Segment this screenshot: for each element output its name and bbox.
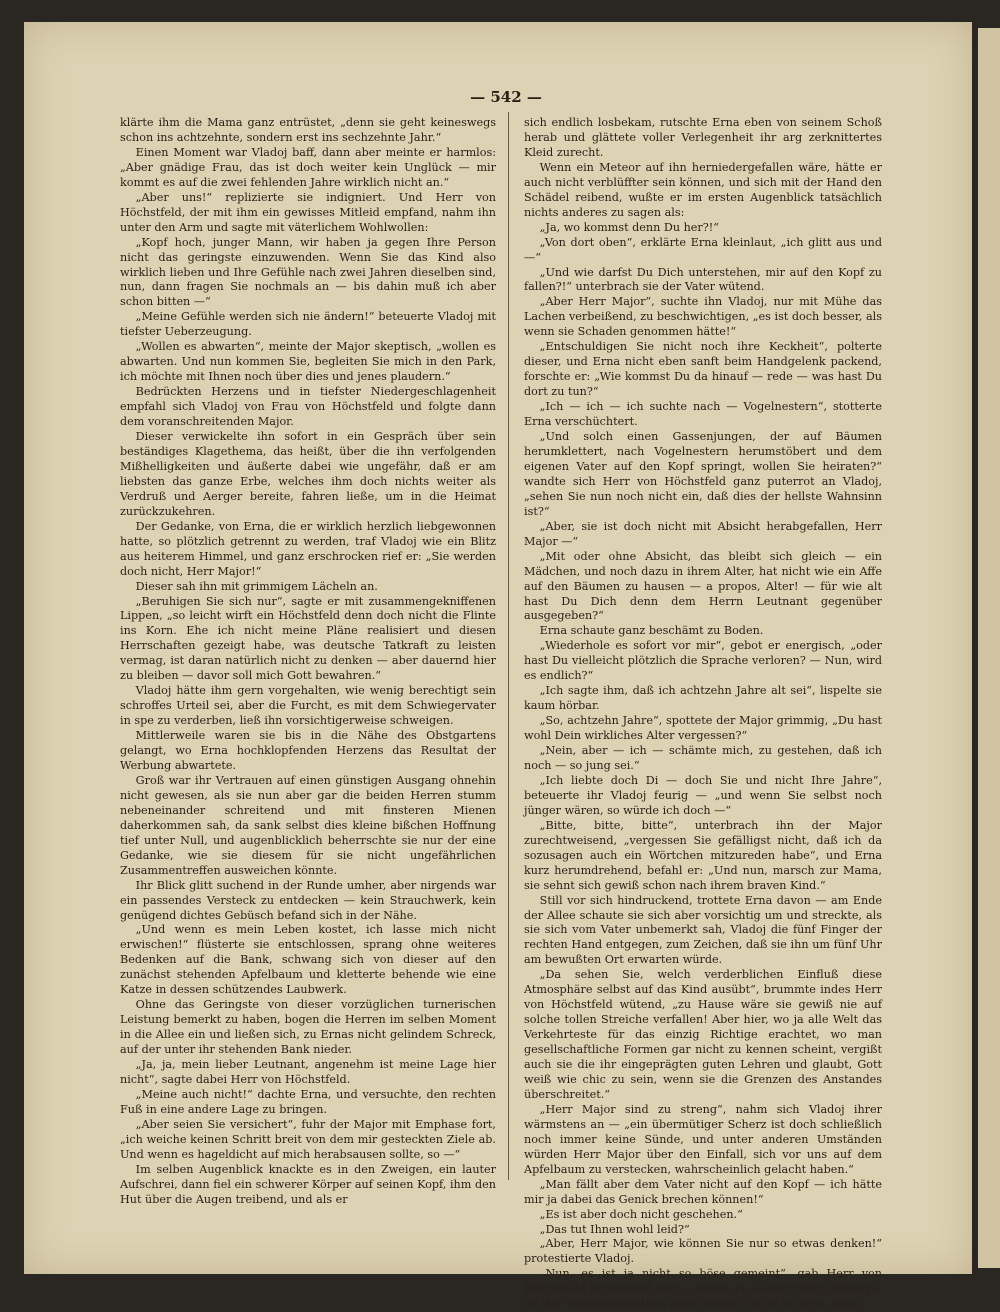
paragraph: „Und solch einen Gassenjungen, der auf Bäumen herumklettert, nach Vogelnestern herumstöbert und dem eigenen Vater auf den Kopf springt, wollen Sie heiraten?“ wandte sich Herr von Höchstfeld ganz puterrot an Vladoj, „sehen Sie nun noch nicht ein, daß dies der hellste Wahnsinn ist?“ <box>524 430 882 518</box>
paragraph: „Aber, sie ist doch nicht mit Absicht herabgefallen, Herr Major —“ <box>524 519 882 548</box>
paragraph: „Meine Gefühle werden sich nie ändern!“ beteuerte Vladoj mit tiefster Ueberzeugung. <box>120 310 496 339</box>
paragraph: „Bitte, bitte, bitte“, unterbrach ihn der Major zurechtweisend, „vergessen Sie gefälligst nicht, daß ich da sozusagen auch ein Wörtchen mitzureden habe“, und Erna kurz herumdrehend, befahl er: „Und nun, marsch zur Mama, sie sehnt sich gewiß schon nach ihrem braven Kind.“ <box>524 818 882 892</box>
paragraph: Still vor sich hindruckend, trottete Erna davon — am Ende der Allee schaute sie sich aber vorsichtig um und streckte, als sie sich vom Vater unbemerkt sah, Vladoj die fünf Finger der rechten Hand entgegen, zum Zeichen, daß sie ihn um fünf Uhr am bewußten Ort erwarten würde. <box>524 893 882 967</box>
paragraph: „Nun, es ist ja nicht so böse gemeint“, gab Herr von Höchstfeld brummend nach, „wenn ich es mir ruhig überlege, ist ihre Schuld eigentlich auch wirklich nicht so groß, denn <box>524 1267 882 1311</box>
paragraph: Einen Moment war Vladoj baff, dann aber meinte er harmlos: „Aber gnädige Frau, das ist doch weiter kein Unglück — mir kommt es auf die zwei fehlenden Jahre wirklich nicht an.“ <box>120 145 496 189</box>
paragraph: Groß war ihr Vertrauen auf einen günstigen Ausgang ohnehin nicht gewesen, als sie nun aber gar die beiden Herren stumm nebeneinander schreitend und mit finsteren Mienen daherkommen sah, da sank selbst dies kleine bißchen Hoffnung tief unter Null, und augenblicklich beherrschte sie nur der eine Gedanke, wie sie diesem für sie nicht ungefährlichen Zusammentreffen ausweichen könnte. <box>120 773 496 877</box>
paragraph: sich endlich losbekam, rutschte Erna eben von seinem Schoß herab und glättete voller Verlegenheit ihr arg zerknittertes Kleid zurecht. <box>524 116 882 159</box>
paragraph: Wenn ein Meteor auf ihn herniedergefallen wäre, hätte er auch nicht verblüffter sein können, und sich mit der Hand den Schädel reibend, wußte er im ersten Augenblick tatsächlich nichts anderes zu sagen als: <box>524 160 882 219</box>
adjacent-page-edge <box>978 28 1000 1268</box>
page-number: — 542 — <box>470 88 542 106</box>
paragraph: „Aber seien Sie versichert“, fuhr der Major mit Emphase fort, „ich weiche keinen Schritt breit von dem mir gesteckten Ziele ab. Und wenn es hageldicht auf mich herabsausen sollte, so —“ <box>120 1117 496 1161</box>
paragraph: Erna schaute ganz beschämt zu Boden. <box>539 624 764 638</box>
paragraph: Bedrückten Herzens und in tiefster Niedergeschlagenheit empfahl sich Vladoj von Frau von Höchstfeld und folgte dann dem voranschreitenden Major. <box>120 385 496 429</box>
paragraph: „Kopf hoch, junger Mann, wir haben ja gegen Ihre Person nicht das geringste einzuwenden. Wenn Sie das Kind also wirklich lieben und Ihre Gefühle nach zwei Jahren dieselben sind, nun, dann fragen Sie nochmals an — bis dahin muß ich aber schon bitten —“ <box>120 235 496 309</box>
column-divider <box>508 112 509 1180</box>
paragraph: „Ich — ich — ich suchte nach — Vogelnestern“, stotterte Erna verschüchtert. <box>524 400 882 429</box>
paragraph: „Da sehen Sie, welch verderblichen Einfluß diese Atmosphäre selbst auf das Kind ausübt“, brummte indes Herr von Höchstfeld wütend, „zu Hause wäre sie gewiß nie auf solche tollen Streiche verfallen! Aber hier, wo ja alle Welt das Verkehrteste für das einzig Richtige erachtet, wo man gesellschaftliche Formen gar nicht zu kennen scheint, vergißt auch sie die ihr eingeprägten guten Lehren und glaubt, Gott weiß wie chic zu sein, wenn sie die Grenzen des Anstandes überschreitet.“ <box>524 968 882 1101</box>
paragraph: „Mit oder ohne Absicht, das bleibt sich gleich — ein Mädchen, und noch dazu in ihrem Alter, hat nicht wie ein Affe auf den Bäumen zu hausen — a propos, Alter! — für wie alt hast Du Dich denn dem Herrn Leutnant gegenüber ausgegeben?“ <box>524 549 882 623</box>
paragraph: Im selben Augenblick knackte es in den Zweigen, ein lauter Aufschrei, dann fiel ein schwerer Körper auf seinen Kopf, ihm den Hut über die Augen treibend, und als er <box>120 1162 496 1206</box>
paragraph: „Meine auch nicht!“ dachte Erna, und versuchte, den rechten Fuß in eine andere Lage zu bringen. <box>120 1087 496 1116</box>
paragraph: „Entschuldigen Sie nicht noch ihre Keckheit“, polterte dieser, und Erna nicht eben sanft beim Handgelenk packend, forschte er: „Wie kommst Du da hinauf — rede — was hast Du dort zu tun?“ <box>524 340 882 399</box>
paragraph: „Wiederhole es sofort vor mir“, gebot er energisch, „oder hast Du vielleicht plötzlich die Sprache verloren? — Nun, wird es endlich?“ <box>524 639 882 683</box>
paragraph: „Ja, wo kommst denn Du her?!“ <box>539 220 719 234</box>
paragraph: „Beruhigen Sie sich nur“, sagte er mit zusammengekniffenen Lippen, „so leicht wirft ein Höchstfeld denn doch nicht die Flinte ins Korn. Ehe ich nicht meine Pläne realisiert und diesen Herrschaften gezeigt habe, was deutsche Tatkraft zu leisten vermag, ist daran natürlich nicht zu denken — aber dauernd hier zu bleiben — davor soll mich Gott bewahren.“ <box>120 594 496 683</box>
paragraph: Der Gedanke, von Erna, die er wirklich herzlich liebgewonnen hatte, so plötzlich getrennt zu werden, traf Vladoj wie ein Blitz aus heiterem Himmel, und ganz erschrocken rief er: „Sie werden doch nicht, Herr Major!“ <box>120 519 496 578</box>
paragraph: „Ich sagte ihm, daß ich achtzehn Jahre alt sei“, lispelte sie kaum hörbar. <box>524 684 882 713</box>
paragraph: Dieser verwickelte ihn sofort in ein Gespräch über sein beständiges Klagethema, das heißt, über die ihn verfolgenden Mißhelligkeiten und äußerte dabei wie ungefähr, daß er am liebsten das ganze Erbe, welches ihm doch nichts weiter als Verdruß und Aerger bereite, fahren ließe, um in die Heimat zurückzukehren. <box>120 430 496 518</box>
paragraph: „Ich liebte doch Di — doch Sie und nicht Ihre Jahre“, beteuerte ihr Vladoj feurig — „und wenn Sie selbst noch jünger wären, so würde ich doch —“ <box>524 773 882 817</box>
paragraph: „Und wenn es mein Leben kostet, ich lasse mich nicht erwischen!“ flüsterte sie entschlossen, sprang ohne weiteres Bedenken auf die Bank, schwang sich von dieser auf den zunächst stehenden Apfelbaum und kletterte behende wie eine Katze in dessen schützendes Laubwerk. <box>120 923 496 997</box>
paragraph: „Es ist aber doch nicht geschehen.“ <box>539 1207 743 1221</box>
paragraph: „So, achtzehn Jahre“, spottete der Major grimmig, „Du hast wohl Dein wirkliches Alter vergessen?“ <box>524 714 882 743</box>
paragraph: „Herr Major sind zu streng“, nahm sich Vladoj ihrer wärmstens an — „ein übermütiger Scherz ist doch schließlich noch immer keine Sünde, und unter anderen Umständen würden Herr Major über den Einfall, sich vor uns auf dem Apfelbaum zu verstecken, wahrscheinlich gelacht haben.“ <box>524 1102 882 1176</box>
paragraph: „Aber uns!“ replizierte sie indigniert. Und Herr von Höchstfeld, der mit ihm ein gewisses Mitleid empfand, nahm ihn unter den Arm und sagte mit väterlichem Wohlwollen: <box>120 190 496 234</box>
left-text-column <box>120 116 496 1206</box>
paragraph: „Nein, aber — ich — schämte mich, zu gestehen, daß ich noch — so jung sei.“ <box>524 744 882 772</box>
paragraph: „Wollen es abwarten“, meinte der Major skeptisch, „wollen es abwarten. Und nun kommen Sie, begleiten Sie mich in den Park, ich möchte mit Ihnen noch über dies und jenes plaudern.“ <box>120 340 496 384</box>
paragraph: „Aber Herr Major“, suchte ihn Vladoj, nur mit Mühe das Lachen verbeißend, zu beschwichtigen, „es ist doch besser, als wenn sie Schaden genommen hätte!“ <box>524 295 882 339</box>
paragraph: „Aber, Herr Major, wie können Sie nur so etwas denken!“ protestierte Vladoj. <box>524 1237 882 1266</box>
paragraph: Mittlerweile waren sie bis in die Nähe des Obstgartens gelangt, wo Erna hochklopfenden Herzens das Resultat der Werbung abwartete. <box>120 729 496 772</box>
paragraph: klärte ihm die Mama ganz entrüstet, „denn sie geht keineswegs schon ins achtzehnte, sondern erst ins sechzehnte Jahr.“ <box>120 116 496 144</box>
paragraph: „Ja, ja, mein lieber Leutnant, angenehm ist meine Lage hier nicht“, sagte dabei Herr von Höchstfeld. <box>120 1058 496 1086</box>
paragraph: Dieser sah ihn mit grimmigem Lächeln an. <box>135 579 378 593</box>
right-text-column <box>524 116 882 1311</box>
paragraph: „Und wie darfst Du Dich unterstehen, mir auf den Kopf zu fallen?!“ unterbrach sie der Vater wütend. <box>524 265 882 294</box>
paragraph: Ihr Blick glitt suchend in der Runde umher, aber nirgends war ein passendes Versteck zu entdecken — kein Strauchwerk, kein genügend dichtes Gebüsch befand sich in der Nähe. <box>120 878 496 922</box>
paragraph: Ohne das Geringste von dieser vorzüglichen turnerischen Leistung bemerkt zu haben, bogen die Herren im selben Moment in die Allee ein und ließen sich, zu Ernas nicht gelindem Schreck, auf der unter ihr stehenden Bank nieder. <box>120 998 496 1057</box>
paragraph: Vladoj hätte ihm gern vorgehalten, wie wenig berechtigt sein schroffes Urteil sei, aber die Furcht, es mit dem Schwiegervater in spe zu verderben, ließ ihn vorsichtigerweise schweigen. <box>120 684 496 728</box>
paragraph: „Man fällt aber dem Vater nicht auf den Kopf — ich hätte mir ja dabei das Genick brechen können!“ <box>524 1177 882 1206</box>
paragraph: „Das tut Ihnen wohl leid?“ <box>539 1222 690 1236</box>
paragraph: „Von dort oben“, erklärte Erna kleinlaut, „ich glitt aus und —“ <box>524 235 882 264</box>
